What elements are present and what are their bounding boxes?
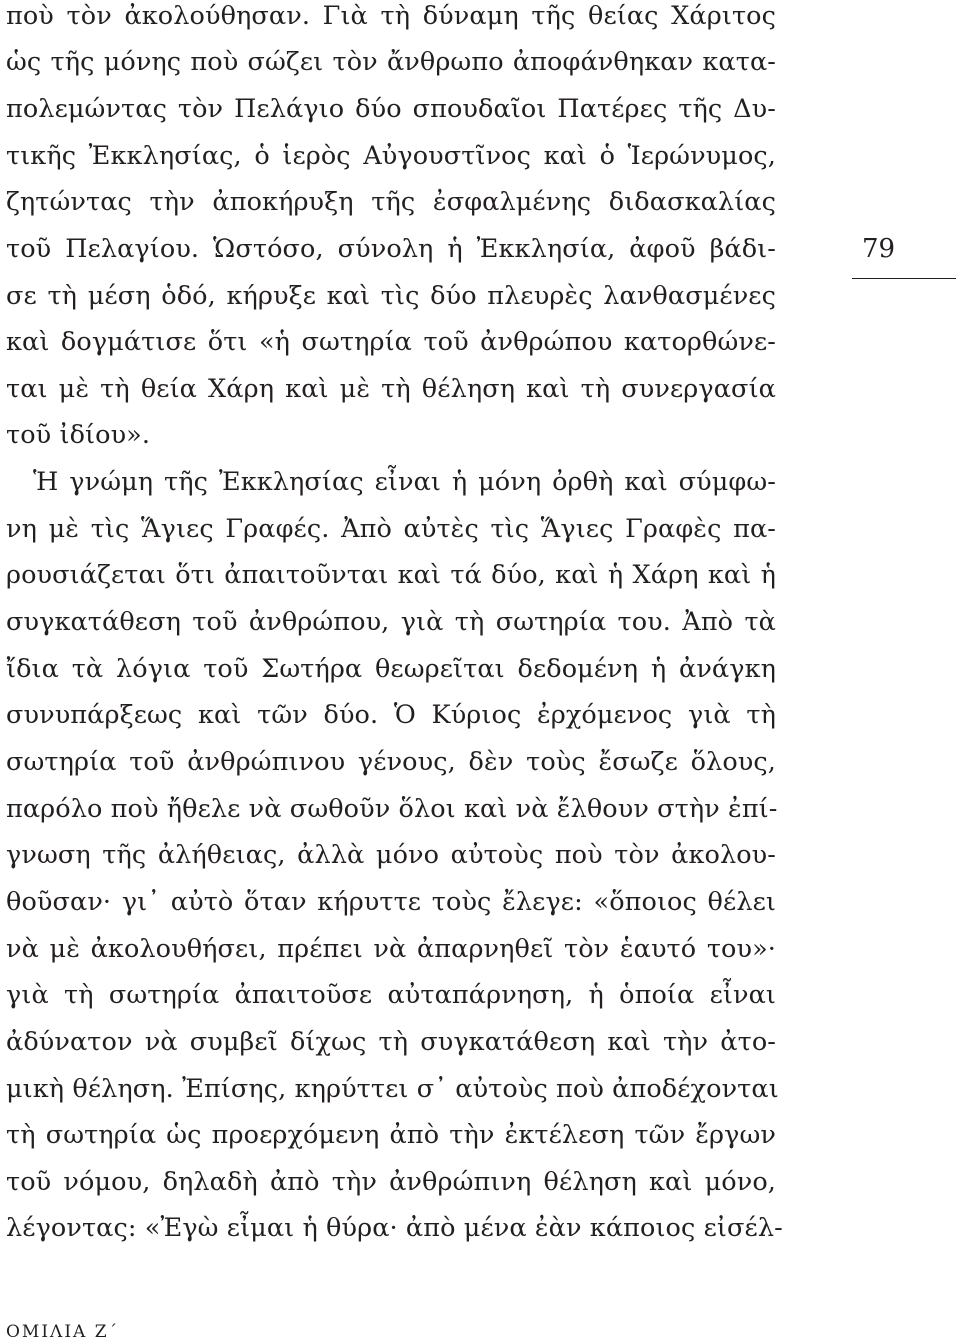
text-line: νὰ μὲ ἀκολουθήσει, πρέπει νὰ ἀπαρνηθεῖ τὸν ἑαυτό του»· [6, 934, 776, 964]
text-line: νη μὲ τὶς Ἅγιες Γραφές. Ἀπὸ αὐτὲς τὶς Ἅγιες Γραφὲς πα- [6, 514, 776, 544]
text-line: ζητώντας τὴν ἀποκήρυξη τῆς ἐσφαλμένης διδασκαλίας [6, 187, 776, 217]
text-line: μικὴ θέληση. Ἐπίσης, κηρύττει σ᾽ αὐτοὺς ποὺ ἀποδέχονται [6, 1074, 779, 1104]
text-line: Ἡ γνώμη τῆς Ἐκκλησίας εἶναι ἡ μόνη ὀρθὴ καὶ σύμφω- [33, 467, 776, 497]
text-line: τοῦ Πελαγίου. Ὡστόσο, σύνολη ἡ Ἐκκλησία, ἀφοῦ βάδι- [6, 234, 776, 264]
text-line: τοῦ ἰδίου». [6, 420, 151, 450]
text-line: συνυπάρξεως καὶ τῶν δύο. Ὁ Κύριος ἐρχόμενος γιὰ τὴ [6, 700, 776, 730]
text-line: τὴ σωτηρία ὡς προερχόμενη ἀπὸ τὴν ἐκτέλεση τῶν ἔργων [6, 1120, 776, 1150]
text-line: γιὰ τὴ σωτηρία ἀπαιτοῦσε αὐταπάρνηση, ἡ ὁποία εἶναι [6, 980, 776, 1010]
text-line: ποὺ τὸν ἀκολούθησαν. Γιὰ τὴ δύναμη τῆς θείας Χάριτος [6, 1, 776, 31]
page-number-rule [852, 278, 956, 279]
text-line: σωτηρία τοῦ ἀνθρώπινου γένους, δὲν τοὺς ἔσωζε ὅλους, [6, 747, 776, 777]
text-line: ται μὲ τὴ θεία Χάρη καὶ μὲ τὴ θέληση καὶ τὴ συνεργασία [6, 374, 776, 404]
text-line: συγκατάθεση τοῦ ἀνθρώπου, γιὰ τὴ σωτηρία του. Ἀπὸ τὰ [6, 607, 776, 637]
page-number: 79 [862, 234, 896, 264]
text-line: τοῦ νόμου, δηλαδὴ ἀπὸ τὴν ἀνθρώπινη θέληση καὶ μόνο, [6, 1167, 776, 1197]
text-line: καὶ δογμάτισε ὅτι «ἡ σωτηρία τοῦ ἀνθρώπου κατορθώνε- [6, 327, 776, 357]
text-line: ἀδύνατον νὰ συμβεῖ δίχως τὴ συγκατάθεση καὶ τὴν ἀτο- [6, 1027, 776, 1057]
text-line: σε τὴ μέση ὁδό, κήρυξε καὶ τὶς δύο πλευρὲς λανθασμένες [6, 281, 776, 311]
text-line: λέγοντας: «Ἐγὼ εἶμαι ἡ θύρα· ἀπὸ μένα ἐὰν κάποιος εἰσέλ- [6, 1213, 783, 1243]
text-line: γνωση τῆς ἀλήθειας, ἀλλὰ μόνο αὐτοὺς ποὺ τὸν ἀκολου- [6, 840, 776, 870]
text-line: ρουσιάζεται ὅτι ἀπαιτοῦνται καὶ τά δύο, καὶ ἡ Χάρη καὶ ἡ [6, 560, 776, 590]
running-footer: ΟΜΙΛΙΑ Ζ΄ [6, 1322, 120, 1342]
text-line: θοῦσαν· γι᾽ αὐτὸ ὅταν κήρυττε τοὺς ἔλεγε: «ὅποιος θέλει [6, 887, 776, 917]
text-line: παρόλο ποὺ ἤθελε νὰ σωθοῦν ὅλοι καὶ νὰ ἔλθουν στὴν ἐπί- [6, 794, 778, 824]
text-line: τικῆς Ἐκκλησίας, ὁ ἱερὸς Αὐγουστῖνος καὶ ὁ Ἱερώνυμος, [6, 141, 776, 171]
text-line: πολεμώντας τὸν Πελάγιο δύο σπουδαῖοι Πατέρες τῆς Δυ- [6, 94, 776, 124]
text-line: ὡς τῆς μόνης ποὺ σώζει τὸν ἄνθρωπο ἀποφάνθηκαν κατα- [6, 47, 776, 77]
text-line: ἴδια τὰ λόγια τοῦ Σωτήρα θεωρεῖται δεδομένη ἡ ἀνάγκη [6, 654, 776, 684]
